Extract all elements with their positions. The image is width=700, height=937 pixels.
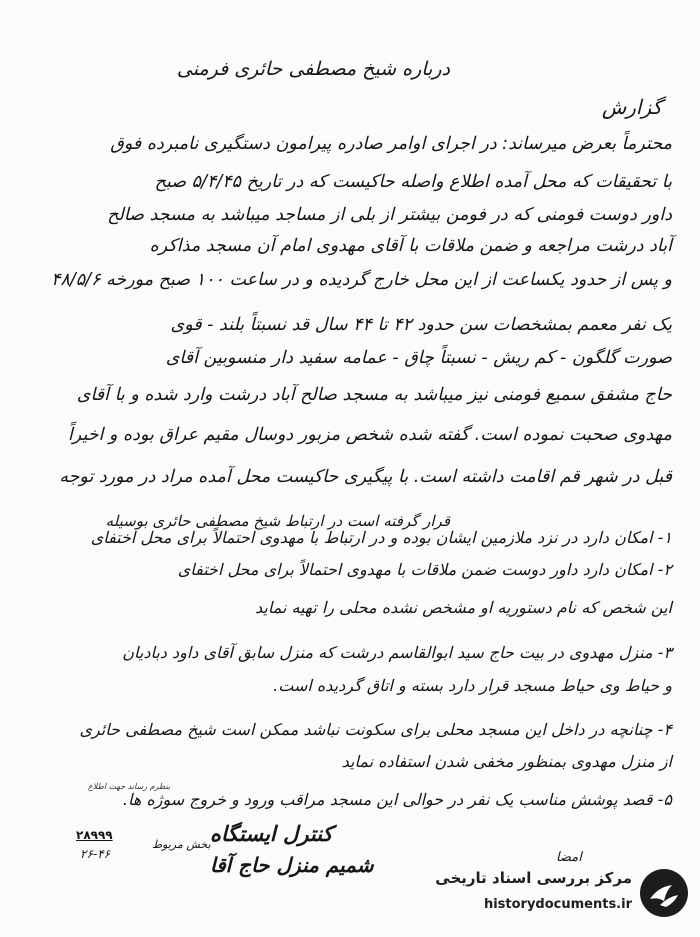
body-line: قرار گرفته است در ارتباط شیخ مصطفی حائری بوسیله bbox=[105, 512, 450, 530]
archive-logo-icon bbox=[638, 867, 690, 919]
list-item: ۱- امکان دارد در نزد ملازمین ایشان بوده و در ارتباط با مهدوی احتمالاً برای محل اختفای bbox=[90, 528, 672, 547]
signature: کنترل ایستگاه bbox=[210, 822, 333, 846]
document-subject: درباره شیخ مصطفی حائری فرمنی bbox=[176, 58, 450, 80]
body-line: مهدوی صحبت نموده است. گفته شده شخص مزبور دوسال مقیم عراق بوده و اخیراً bbox=[67, 425, 672, 445]
body-line: و پس از حدود یکساعت از این محل خارج گردیده و در ساعت ۱۰۰ صبح مورخه ۴۸/۵/۶ bbox=[51, 270, 672, 290]
body-line: از منزل مهدوی بمنظور مخفی شدن استفاده نماید bbox=[341, 752, 672, 771]
body-line: محترماً بعرض میرساند: در اجرای اوامر صادره پیرامون دستگیری نامبرده فوق bbox=[110, 134, 672, 154]
seal-title: مرکز بررسی اسناد تاریخی bbox=[435, 869, 632, 887]
body-line: آباد درشت مراجعه و ضمن ملاقات با آقای مهدوی امام آن مسجد مذاکره bbox=[149, 236, 672, 256]
list-item: ۳- منزل مهدوی در بیت حاج سید ابوالقاسم درشت که منزل سابق آقای داود دبادیان bbox=[122, 643, 672, 662]
seal-url: historydocuments.ir bbox=[483, 897, 632, 912]
document-heading: گزارش bbox=[601, 95, 662, 119]
initials: امضا bbox=[556, 850, 582, 865]
list-item: ۴- چنانچه در داخل این مسجد محلی برای سکونت نباشد ممکن است شیخ مصطفی حائری bbox=[79, 720, 672, 739]
body-line: این شخص که نام دستوریه او مشخص نشده محلی را تهیه نماید bbox=[255, 598, 672, 617]
body-line: قبل در شهر قم اقامت داشته است. با پیگیری حاکیست محل آمده مراد در مورد توجه bbox=[59, 467, 672, 487]
body-line: صورت گلگون - کم ریش - نسبتاً چاق - عمامه سفید دار منسوبین آقای bbox=[165, 348, 672, 368]
reference-label: بخش مربوط bbox=[152, 838, 211, 851]
body-line: حاج مشفق سمیع فومنی نیز میباشد به مسجد صالح آباد درشت وارد شده و با آقای bbox=[76, 385, 672, 405]
body-line: با تحقیقات که محل آمده اطلاع واصله حاکیست که در تاریخ ۵/۴/۴۵ صبح bbox=[154, 172, 672, 192]
list-item: ۵- قصد پوشش مناسب یک نفر در حوالی این مسجد مراقب ورود و خروج سوژه ها. bbox=[122, 790, 672, 809]
body-line: داور دوست فومنی که در فومن بیشتر از بلی از مساجد میباشد به مسجد صالح bbox=[107, 205, 672, 225]
body-line: و حیاط وی حیاط مسجد قرار دارد بسته و اتاق گردیده است. bbox=[273, 676, 672, 695]
signature-line-2: شمیم منزل حاج آقا bbox=[210, 853, 374, 877]
reference-number: ۲۸۹۹۹ bbox=[76, 828, 113, 842]
body-line: یک نفر معمم بمشخصات سن حدود ۴۲ تا ۴۴ سال قد نسبتاً بلند - قوی bbox=[170, 315, 672, 335]
margin-note: بنظرم رساند جهت اطلاع bbox=[88, 782, 171, 791]
reference-date: ۲۶-۴۶ bbox=[80, 847, 111, 861]
list-item: ۲- امکان دارد داور دوست ضمن ملاقات با مهدوی احتمالاً برای محل اختفای bbox=[177, 560, 672, 579]
archive-seal bbox=[435, 861, 698, 935]
